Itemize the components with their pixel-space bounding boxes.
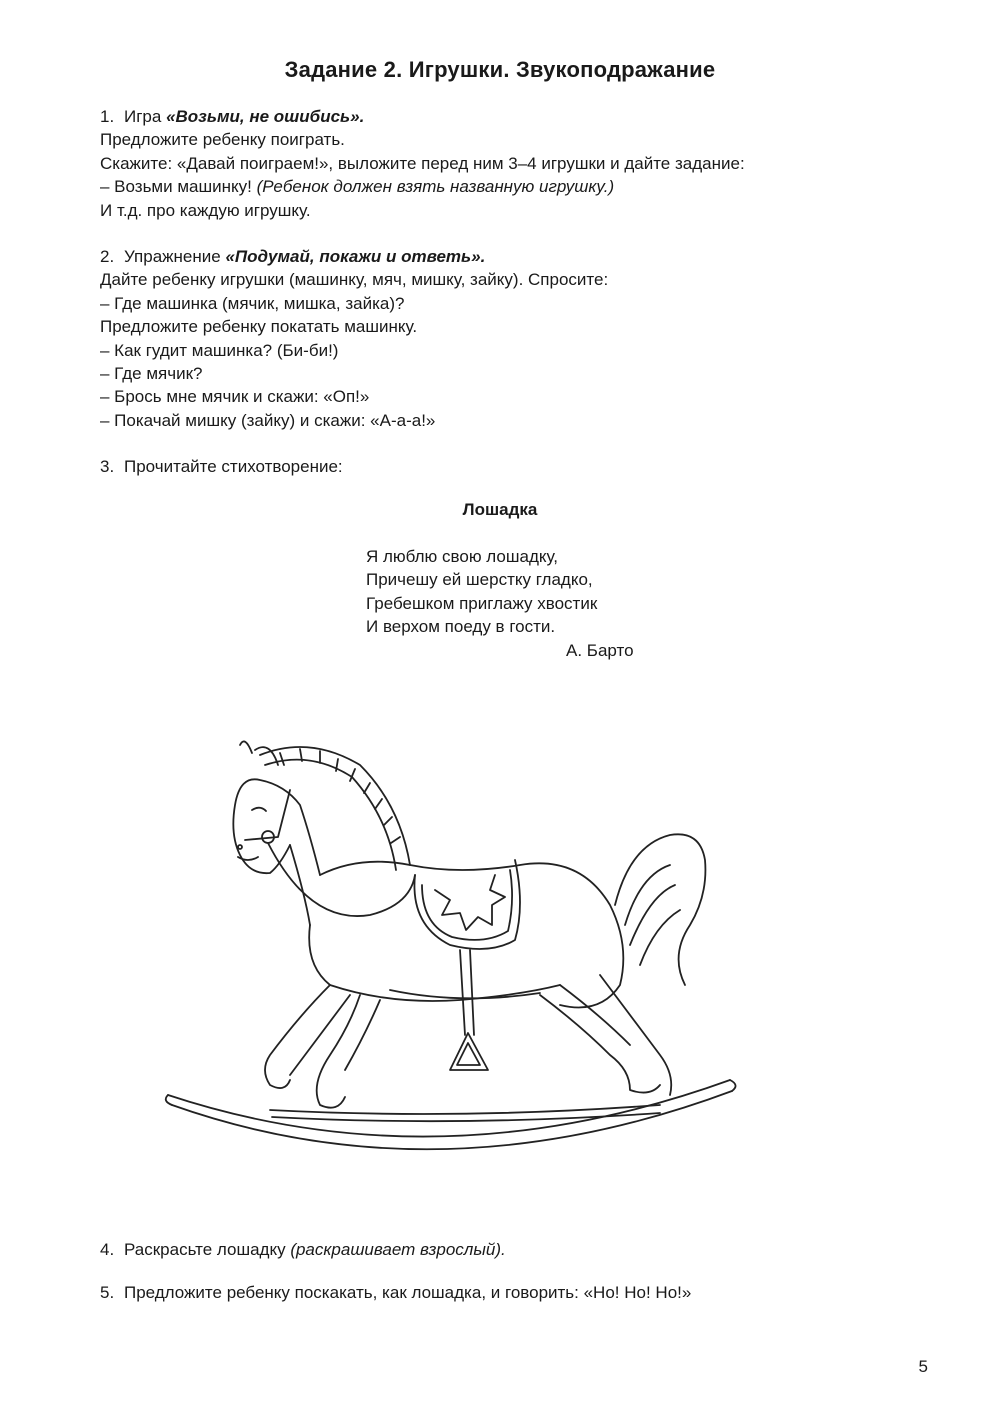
task-1-lead: Игра <box>124 107 167 126</box>
task-2-heading <box>100 245 920 268</box>
task-5-text: Предложите ребенку поскакать, как лошадка, и говорить: «Но! Но! Но!» <box>124 1283 692 1302</box>
task-2-lead: Упражнение <box>124 247 226 266</box>
poem-title: Лошадка <box>462 500 538 519</box>
task-2-line: Дайте ребенку игрушки (машинку, мяч, мишку, зайку). Спросите: <box>100 270 609 290</box>
task-2-line: Предложите ребенку покатать машинку. <box>100 317 418 337</box>
task-4-text: Раскрасьте лошадку <box>124 1240 291 1259</box>
task-1-game-name: «Возьми, не ошибись». <box>166 107 365 126</box>
task-2-line: – Как гудит машинка? (Би-би!) <box>100 340 339 360</box>
task-2-line: – Где мячик? <box>100 364 203 384</box>
task-3-number: 3. <box>100 457 115 476</box>
task-3-text: Прочитайте стихотворение: <box>124 457 343 476</box>
task-2-exercise-name: «Подумай, покажи и ответь». <box>225 247 486 266</box>
task-1-dash-text: – Возьми машинку! <box>100 177 257 197</box>
task-2 <box>100 245 920 432</box>
task-1-heading <box>100 105 920 128</box>
poem-line: Я люблю свою лошадку, <box>366 547 559 566</box>
task-5-number: 5. <box>100 1283 115 1302</box>
poem-line: Причешу ей шерстку гладко, <box>366 570 593 590</box>
task-2-line: – Покачай мишку (зайку) и скажи: «А-а-а!» <box>100 410 436 430</box>
poem-author: А. Барто <box>566 640 634 660</box>
task-4 <box>100 1238 920 1261</box>
poem <box>366 545 634 662</box>
task-4-number: 4. <box>100 1240 115 1259</box>
task-4-note: (раскрашивает взрослый). <box>290 1240 506 1259</box>
task-1-dash-note: (Ребенок должен взять названную игрушку.) <box>256 177 615 197</box>
page-title: Задание 2. Игрушки. Звукоподражание <box>284 57 716 82</box>
poem-line: Гребешком приглажу хвостик <box>366 593 598 613</box>
task-3 <box>100 455 920 478</box>
page-number: 5 <box>918 1357 928 1376</box>
task-1-number: 1. <box>100 107 115 126</box>
task-2-line: – Где машинка (мячик, мишка, зайка)? <box>100 293 405 313</box>
poem-line: И верхом поеду в гости. <box>366 617 556 637</box>
task-2-number: 2. <box>100 247 115 266</box>
rocking-horse-icon <box>160 725 750 1165</box>
task-1 <box>100 105 920 222</box>
task-1-dash-line <box>100 175 920 198</box>
task-5 <box>100 1281 920 1304</box>
task-1-line: Скажите: «Давай поиграем!», выложите перед ним 3–4 игрушки и дайте задание: <box>100 153 745 173</box>
task-1-line: Предложите ребенку поиграть. <box>100 130 345 150</box>
task-2-line: – Брось мне мячик и скажи: «Оп!» <box>100 387 370 407</box>
task-1-last-line: И т.д. про каждую игрушку. <box>100 200 311 220</box>
